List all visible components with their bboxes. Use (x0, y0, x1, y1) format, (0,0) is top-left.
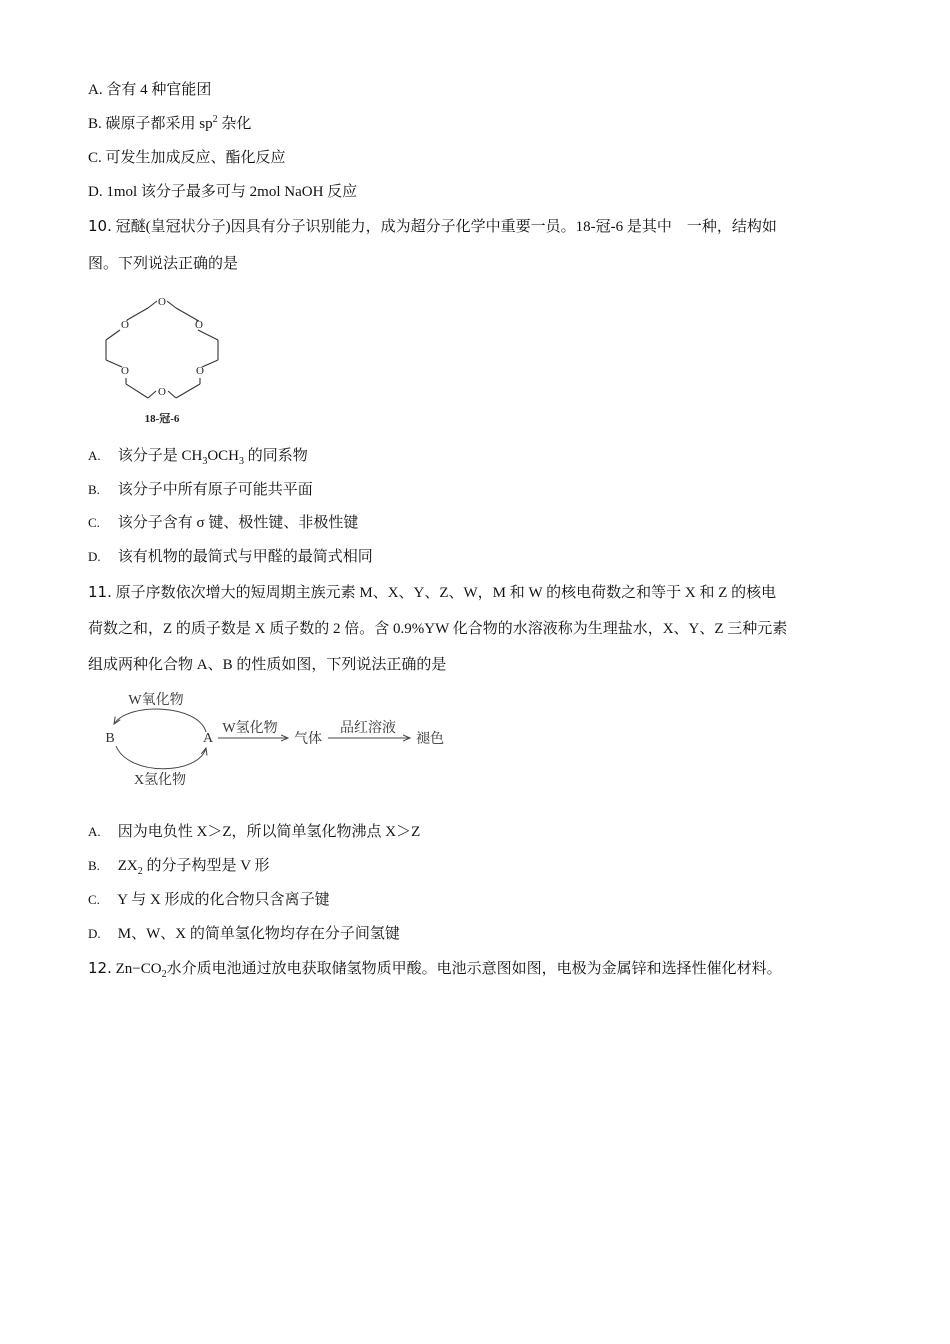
q11-option-b: B. $ZX_2$ 的分子构型是 V 形 (88, 858, 270, 877)
crown-ether-caption: 18-冠-6 (144, 413, 180, 425)
diagram-product2: 褪色 (416, 732, 444, 747)
diagram-node-a: A (202, 731, 214, 746)
q11-stem-line1: 11. 原子序数依次增大的短周期主族元素 M、X、Y、Z、W，M 和 W 的核电荷数之和等于 X 和 Z 的核电 (88, 583, 777, 601)
q11-stem-line2: 荷数之和，Z 的质子数是 X 质子数的 2 倍。含 0.9%YW 化合物的水溶液称为生理盐水，X、Y、Z 三种元素 (88, 621, 788, 637)
oxygen-atom-top: O (158, 296, 166, 308)
q10-option-b: B. 该分子中所有原子可能共平面 (88, 482, 313, 498)
q11-option-d: D. M、W、X 的简单氢化物均存在分子间氢键 (88, 926, 400, 942)
q11-option-a: A. 因为电负性 X＞Z，所以简单氢化物沸点 X＞Z (88, 824, 421, 840)
oxygen-atom-upper-right: O (195, 319, 203, 331)
diagram-top-label: W氧化物 (128, 693, 184, 708)
diagram-product1: 气体 (294, 732, 322, 747)
q10-option-a: A. 该分子是 $CH_3OCH_3$ 的同系物 (88, 448, 308, 467)
q10-stem-line2: 图。下列说法正确的是 (88, 256, 239, 272)
q10-number: 10. (88, 217, 112, 235)
arrow1-label: W氢化物 (222, 721, 278, 736)
q10-stem-line1: 10. 冠醚(皇冠状分子)因具有分子识别能力，成为超分子化学中重要一员。18-冠-6 是其中 一种，结构如 (88, 217, 777, 235)
q11-number: 11. (88, 583, 112, 601)
oxygen-atom-lower-right: O (196, 365, 204, 377)
diagram-bottom-label: X氢化物 (133, 773, 187, 788)
diagram-node-b: B (105, 731, 115, 746)
q11-stem-line3: 组成两种化合物 A、B 的性质如图，下列说法正确的是 (88, 657, 447, 673)
q9-option-c: C. 可发生加成反应、酯化反应 (88, 150, 286, 166)
oxygen-atom-upper-left: O (121, 319, 129, 331)
q10-option-c: C. 该分子含有 σ 键、极性键、非极性键 (88, 515, 359, 531)
q10-option-d: D. 该有机物的最简式与甲醛的最简式相同 (88, 549, 373, 565)
oxygen-atom-bottom: O (158, 386, 166, 398)
q9-option-b: B. 碳原子都采用 $sp^2$ 杂化 (88, 114, 252, 132)
q9-option-d: D. 1mol 该分子最多可与 2mol NaOH 反应 (88, 184, 358, 200)
q12-number: 12. (88, 959, 112, 977)
q12-stem: 12. $Zn-CO_2$水介质电池通过放电获取储氢物质甲酸。电池示意图如图，电极为金属锌和选择性催化材料。 (88, 959, 782, 980)
oxygen-atom-lower-left: O (121, 365, 129, 377)
q9-option-a: A. 含有 4 种官能团 (88, 82, 212, 98)
arrow2-label: 品红溶液 (340, 721, 396, 736)
crown-ether-figure (90, 288, 250, 428)
q11-option-c: C. Y 与 X 形成的化合物只含离子键 (88, 892, 330, 908)
reaction-diagram (98, 684, 478, 794)
